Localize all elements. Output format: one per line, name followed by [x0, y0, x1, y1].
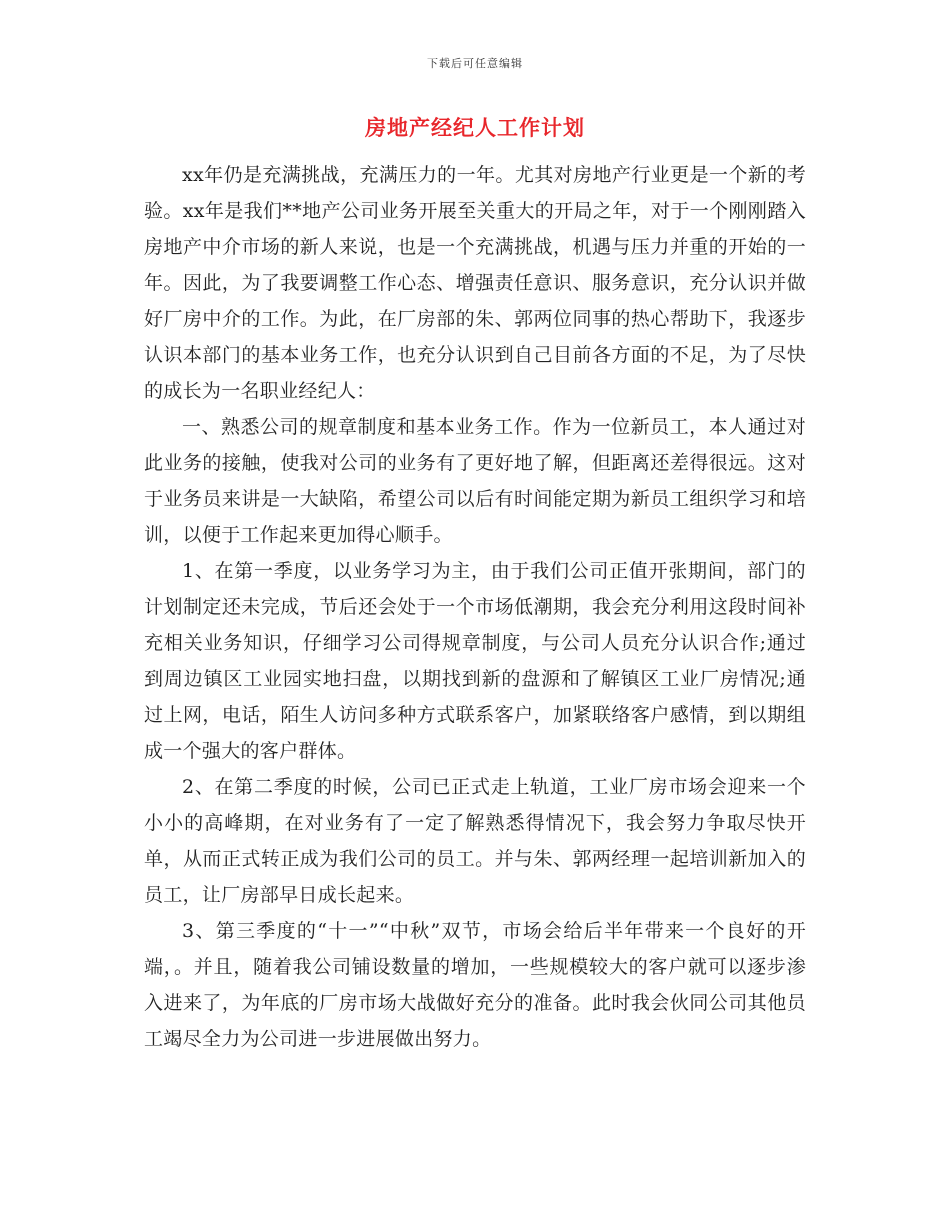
header-note: 下载后可任意编辑: [427, 57, 523, 70]
document-body: [144, 157, 806, 1057]
paragraph-section-1: 一、熟悉公司的规章制度和基本业务工作。作为一位新员工，本人通过对此业务的接触，使我对公司的业务有了更好地了解，但距离还差得很远。这对于业务员来讲是一大缺陷，希望公司以后有时间能定期为新员工组织学习和培训，以便于工作起来更加得心顺手。: [144, 416, 806, 546]
paragraph-q3: 3、第三季度的“十一”“中秋”双节，市场会给后半年带来一个良好的开端，。并且，随着我公司铺设数量的增加，一些规模较大的客户就可以逐步渗入进来了，为年底的厂房市场大战做好充分的准备。此时我会伙同公司其他员工竭尽全力为公司进一步进展做出努力。: [144, 920, 806, 1050]
paragraph-q2: 2、在第二季度的时候，公司已正式走上轨道，工业厂房市场会迎来一个小小的高峰期，在对业务有了一定了解熟悉得情况下，我会努力争取尽快开单，从而正式转正成为我们公司的员工。并与朱、郭两经理一起培训新加入的员工，让厂房部早日成长起来。: [144, 776, 806, 906]
paragraph-q1: 1、在第一季度，以业务学习为主，由于我们公司正值开张期间，部门的计划制定还未完成，节后还会处于一个市场低潮期，我会充分利用这段时间补充相关业务知识，仔细学习公司得规章制度，与公司人员充分认识合作;通过到周边镇区工业园实地扫盘，以期找到新的盘源和了解镇区工业厂房情况;通过上网，电话，陌生人访问多种方式联系客户，加紧联络客户感情，到以期组成一个强大的客户群体。: [144, 560, 806, 762]
document-title: 房地产经纪人工作计划: [365, 115, 585, 140]
paragraph-intro: xx年仍是充满挑战，充满压力的一年。尤其对房地产行业更是一个新的考验。xx年是我们**地产公司业务开展至关重大的开局之年，对于一个刚刚踏入房地产中介市场的新人来说，也是一个充满挑战，机遇与压力并重的开始的一年。因此，为了我要调整工作心态、增强责任意识、服务意识，充分认识并做好厂房中介的工作。为此，在厂房部的朱、郭两位同事的热心帮助下，我逐步认识本部门的基本业务工作，也充分认识到自己目前各方面的不足，为了尽快的成长为一名职业经纪人：: [144, 164, 806, 402]
